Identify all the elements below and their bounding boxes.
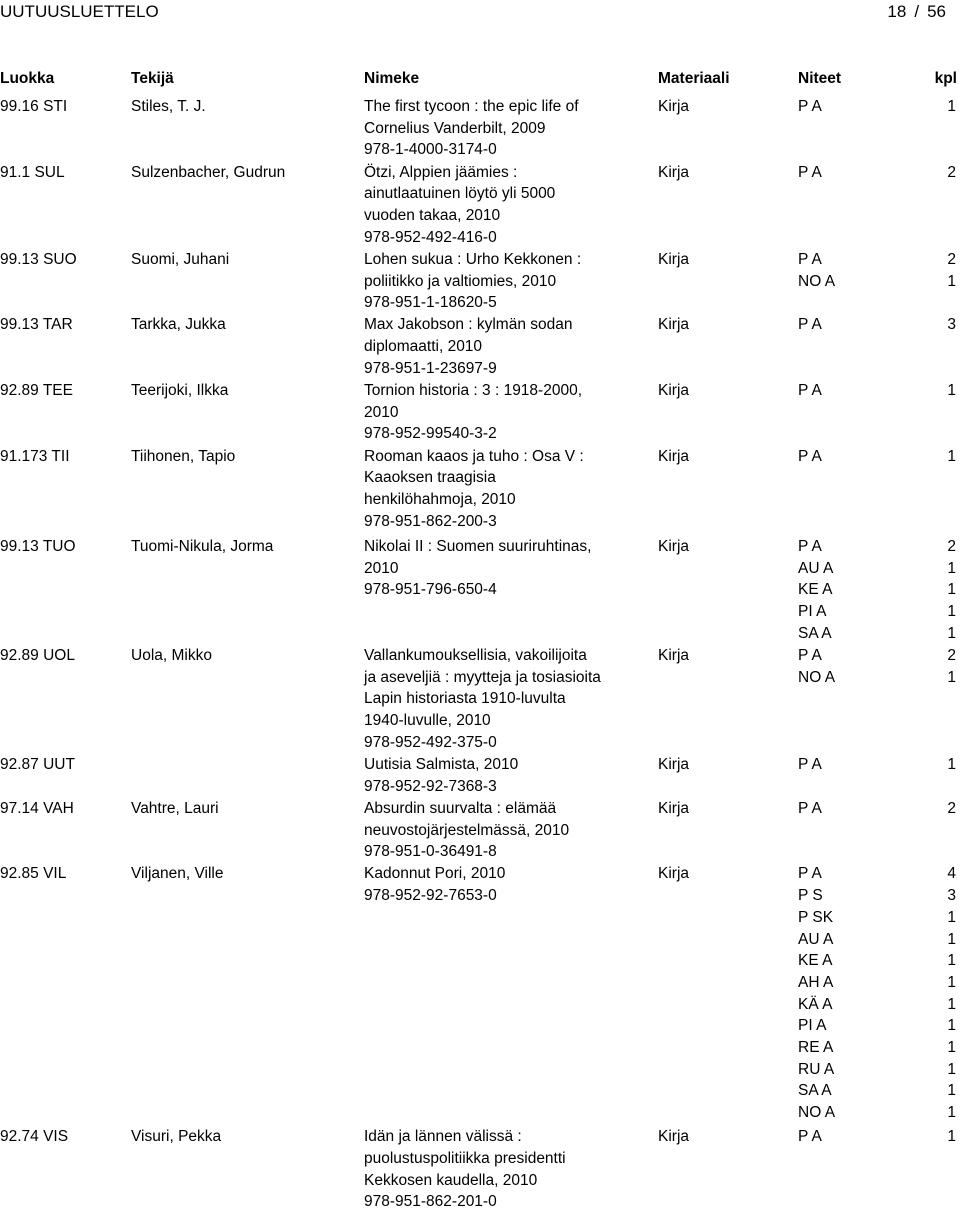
- header-nimeke: Nimeke: [364, 70, 420, 87]
- holding-count: 1: [947, 559, 956, 577]
- title-cell: [364, 162, 644, 249]
- title-line: Idän ja lännen välissä :: [364, 1128, 522, 1146]
- author: Sulzenbacher, Gudrun: [131, 163, 286, 181]
- holding-line: [798, 1059, 956, 1081]
- title-line: neuvostojärjestelmässä, 2010: [364, 821, 570, 839]
- list-item: [0, 380, 960, 446]
- title-line: ainutlaatuinen löytö yli 5000: [364, 185, 556, 203]
- holding-line: [798, 798, 956, 820]
- holding-location: RE A: [798, 1038, 834, 1056]
- title-line: 978-951-0-36491-8: [364, 843, 497, 861]
- title-line: vuoden takaa, 2010: [364, 207, 501, 224]
- author: Vahtre, Lauri: [131, 799, 219, 817]
- class-code: 99.13 TUO: [0, 537, 76, 555]
- holding-count: 1: [947, 668, 956, 686]
- title-cell: [364, 96, 644, 161]
- holding-count: 1: [947, 1060, 956, 1078]
- holdings-cell: [798, 798, 956, 820]
- holding-location: P S: [798, 887, 823, 905]
- header-tekija: Tekijä: [131, 70, 174, 87]
- holding-count: 2: [947, 646, 956, 664]
- holding-location: P A: [798, 382, 822, 400]
- material: Kirja: [658, 799, 690, 817]
- holding-line: [798, 907, 956, 929]
- list-item: [0, 162, 960, 249]
- title-line: 978-952-492-416-0: [364, 228, 497, 246]
- holding-line: [798, 1037, 956, 1059]
- holdings-cell: [798, 446, 956, 468]
- title-line: 978-952-99540-3-2: [364, 425, 497, 443]
- author: Uola, Mikko: [131, 646, 212, 664]
- holding-count: 1: [947, 447, 956, 465]
- holding-count: 1: [947, 1017, 956, 1035]
- holding-count: 1: [947, 98, 956, 115]
- title-line: ja aseveljiä : myytteja ja tosiasioita: [364, 668, 601, 686]
- title-line: puolustuspolitiikka presidentti: [364, 1150, 566, 1168]
- holding-location: AH A: [798, 973, 834, 991]
- holding-line: [798, 1126, 956, 1148]
- class-code: 92.89 TEE: [0, 382, 73, 400]
- holding-location: P A: [798, 865, 822, 883]
- current-page: 18: [887, 2, 907, 21]
- class-code: 91.1 SUL: [0, 163, 65, 181]
- holding-count: 1: [947, 1038, 956, 1056]
- holding-line: [798, 579, 956, 601]
- holding-line: [798, 601, 956, 623]
- holding-line: [798, 1015, 956, 1037]
- holding-count: 1: [947, 1104, 956, 1122]
- material: Kirja: [658, 98, 690, 115]
- holdings-cell: [798, 96, 956, 118]
- title-line: Uutisia Salmista, 2010: [364, 755, 519, 773]
- holding-line: [798, 314, 956, 336]
- holding-count: 3: [947, 887, 956, 905]
- title-cell: [364, 314, 644, 379]
- material: Kirja: [658, 537, 690, 555]
- class-code: 99.13 SUO: [0, 250, 77, 268]
- holding-line: [798, 994, 956, 1016]
- material: Kirja: [658, 865, 690, 883]
- holdings-cell: [798, 536, 956, 644]
- title-cell: [364, 645, 644, 754]
- holding-line: [798, 96, 956, 118]
- class-code: 92.85 VIL: [0, 865, 67, 883]
- holding-line: [798, 929, 956, 951]
- author: Stiles, T. J.: [131, 98, 206, 115]
- class-code: 92.87 UUT: [0, 755, 75, 773]
- title-cell: [364, 798, 644, 863]
- title-line: 978-952-92-7653-0: [364, 887, 497, 905]
- page-header: [0, 0, 960, 26]
- holding-line: [798, 885, 956, 907]
- holding-location: P A: [798, 316, 822, 334]
- author: Tuomi-Nikula, Jorma: [131, 537, 274, 555]
- holding-location: AU A: [798, 559, 834, 577]
- holding-count: 1: [947, 272, 956, 290]
- author: Tarkka, Jukka: [131, 316, 226, 334]
- class-code: 99.16 STI: [0, 98, 68, 115]
- holding-location: KE A: [798, 581, 833, 599]
- holding-count: 1: [947, 1128, 956, 1146]
- class-code: 91.173 TII: [0, 447, 70, 465]
- holding-location: P A: [798, 98, 822, 115]
- holding-count: 1: [947, 624, 956, 642]
- holding-location: SA A: [798, 1082, 832, 1100]
- title-cell: [364, 1126, 644, 1213]
- title-line: Kadonnut Pori, 2010: [364, 865, 506, 883]
- holding-count: 1: [947, 952, 956, 970]
- holdings-cell: [798, 1126, 956, 1148]
- holding-location: SA A: [798, 624, 832, 642]
- holding-count: 1: [947, 1082, 956, 1100]
- title-line: poliitikko ja valtiomies, 2010: [364, 272, 557, 290]
- holding-count: 3: [947, 316, 956, 334]
- material: Kirja: [658, 250, 690, 268]
- holding-line: [798, 645, 956, 667]
- holding-line: [798, 162, 956, 184]
- holdings-cell: [798, 162, 956, 184]
- holding-count: 1: [947, 973, 956, 991]
- title-cell: [364, 249, 644, 314]
- title-cell: [364, 380, 644, 445]
- title-line: 2010: [364, 559, 399, 577]
- title-line: 978-951-796-650-4: [364, 581, 497, 599]
- holding-count: 1: [947, 382, 956, 400]
- holding-location: PI A: [798, 1017, 827, 1035]
- list-item: [0, 249, 960, 315]
- holding-line: [798, 249, 956, 271]
- page-title: UUTUUSLUETTELO: [0, 2, 159, 21]
- title-cell: [364, 863, 644, 906]
- holding-line: [798, 380, 956, 402]
- header-materiaali: Materiaali: [658, 70, 730, 87]
- title-line: 2010: [364, 403, 399, 421]
- title-line: diplomaatti, 2010: [364, 338, 483, 356]
- list-item: [0, 446, 960, 533]
- holdings-cell: [798, 314, 956, 336]
- holding-location: RU A: [798, 1060, 835, 1078]
- holding-count: 2: [947, 537, 956, 555]
- material: Kirja: [658, 1128, 690, 1146]
- title-line: 978-951-1-23697-9: [364, 359, 497, 377]
- holding-location: PI A: [798, 603, 827, 621]
- holding-line: [798, 863, 956, 885]
- list-item: [0, 96, 960, 162]
- holding-count: 2: [947, 799, 956, 817]
- title-line: 978-952-492-375-0: [364, 733, 497, 751]
- title-line: Cornelius Vanderbilt, 2009: [364, 119, 546, 137]
- title-line: 978-952-92-7368-3: [364, 777, 497, 795]
- title-line: 1940-luvulle, 2010: [364, 712, 491, 730]
- author: Tiihonen, Tapio: [131, 447, 236, 465]
- author: Visuri, Pekka: [131, 1128, 222, 1146]
- class-code: 99.13 TAR: [0, 316, 73, 334]
- holding-location: AU A: [798, 930, 834, 948]
- holding-location: P A: [798, 1128, 822, 1146]
- title-line: 978-951-862-201-0: [364, 1193, 497, 1211]
- holding-line: [798, 558, 956, 580]
- holdings-cell: [798, 754, 956, 776]
- list-item: [0, 536, 960, 645]
- list-item: [0, 754, 960, 798]
- list-item: [0, 1126, 960, 1213]
- holding-count: 1: [947, 755, 956, 773]
- holding-count: 1: [947, 908, 956, 926]
- class-code: 92.74 VIS: [0, 1128, 69, 1146]
- holding-location: P A: [798, 447, 822, 465]
- title-line: 978-951-862-200-3: [364, 512, 497, 530]
- holding-count: 1: [947, 930, 956, 948]
- holdings-cell: [798, 249, 956, 292]
- holding-line: [798, 536, 956, 558]
- title-line: Ötzi, Alppien jäämies :: [364, 163, 518, 181]
- holding-location: KE A: [798, 952, 833, 970]
- holding-line: [798, 754, 956, 776]
- list-item: [0, 863, 960, 1124]
- holding-location: NO A: [798, 272, 836, 290]
- title-cell: [364, 446, 644, 533]
- list-item: [0, 314, 960, 380]
- author: Teerijoki, Ilkka: [131, 382, 229, 400]
- holding-location: P A: [798, 646, 822, 664]
- holding-count: 1: [947, 995, 956, 1013]
- title-line: Nikolai II : Suomen suuriruhtinas,: [364, 537, 592, 555]
- holding-count: 2: [947, 163, 956, 181]
- title-cell: [364, 754, 644, 797]
- header-niteet: Niteet: [798, 70, 842, 87]
- holding-location: NO A: [798, 668, 836, 686]
- holding-line: [798, 950, 956, 972]
- holding-location: P A: [798, 163, 822, 181]
- title-cell: [364, 536, 644, 601]
- holding-location: P A: [798, 755, 822, 773]
- title-line: 978-1-4000-3174-0: [364, 141, 497, 159]
- title-line: 978-951-1-18620-5: [364, 294, 497, 312]
- page-separator: /: [914, 2, 920, 21]
- holding-location: KÄ A: [798, 995, 833, 1013]
- material: Kirja: [658, 163, 690, 181]
- holding-count: 1: [947, 603, 956, 621]
- author: Viljanen, Ville: [131, 865, 224, 883]
- holdings-cell: [798, 380, 956, 402]
- header-kpl: kpl: [934, 70, 957, 87]
- material: Kirja: [658, 447, 690, 465]
- material: Kirja: [658, 316, 690, 334]
- class-code: 92.89 UOL: [0, 646, 75, 664]
- holding-line: [798, 446, 956, 468]
- material: Kirja: [658, 755, 690, 773]
- holding-count: 4: [947, 865, 956, 883]
- holding-location: P A: [798, 537, 822, 555]
- holding-line: [798, 271, 956, 293]
- title-line: Tornion historia : 3 : 1918-2000,: [364, 382, 582, 400]
- title-line: Rooman kaaos ja tuho : Osa V :: [364, 447, 584, 465]
- total-pages: 56: [927, 2, 946, 21]
- header-luokka: Luokka: [0, 70, 55, 87]
- title-line: Absurdin suurvalta : elämää: [364, 799, 557, 817]
- title-line: Vallankumouksellisia, vakoilijoita: [364, 646, 587, 664]
- holding-line: [798, 1080, 956, 1102]
- list-item: [0, 798, 960, 864]
- holding-location: P A: [798, 799, 822, 817]
- catalog-list: [0, 96, 960, 1214]
- title-line: The first tycoon : the epic life of: [364, 98, 579, 115]
- title-line: Kekkosen kaudella, 2010: [364, 1171, 538, 1189]
- author: Suomi, Juhani: [131, 250, 230, 268]
- page-number: [887, 2, 946, 22]
- holding-count: 1: [947, 581, 956, 599]
- title-line: henkilöhahmoja, 2010: [364, 491, 516, 509]
- holding-count: 2: [947, 250, 956, 268]
- column-headers: [0, 70, 960, 90]
- material: Kirja: [658, 646, 690, 664]
- title-line: Max Jakobson : kylmän sodan: [364, 316, 573, 334]
- holding-line: [798, 972, 956, 994]
- title-line: Kaaoksen traagisia: [364, 469, 496, 487]
- holding-location: P SK: [798, 908, 834, 926]
- holding-line: [798, 623, 956, 645]
- class-code: 97.14 VAH: [0, 799, 74, 817]
- holding-location: P A: [798, 250, 822, 268]
- material: Kirja: [658, 382, 690, 400]
- holdings-cell: [798, 645, 956, 688]
- holdings-cell: [798, 863, 956, 1123]
- holding-location: NO A: [798, 1104, 836, 1122]
- title-line: Lohen sukua : Urho Kekkonen :: [364, 250, 582, 268]
- holding-line: [798, 667, 956, 689]
- holding-line: [798, 1102, 956, 1124]
- title-line: Lapin historiasta 1910-luvulta: [364, 690, 566, 708]
- list-item: [0, 645, 960, 754]
